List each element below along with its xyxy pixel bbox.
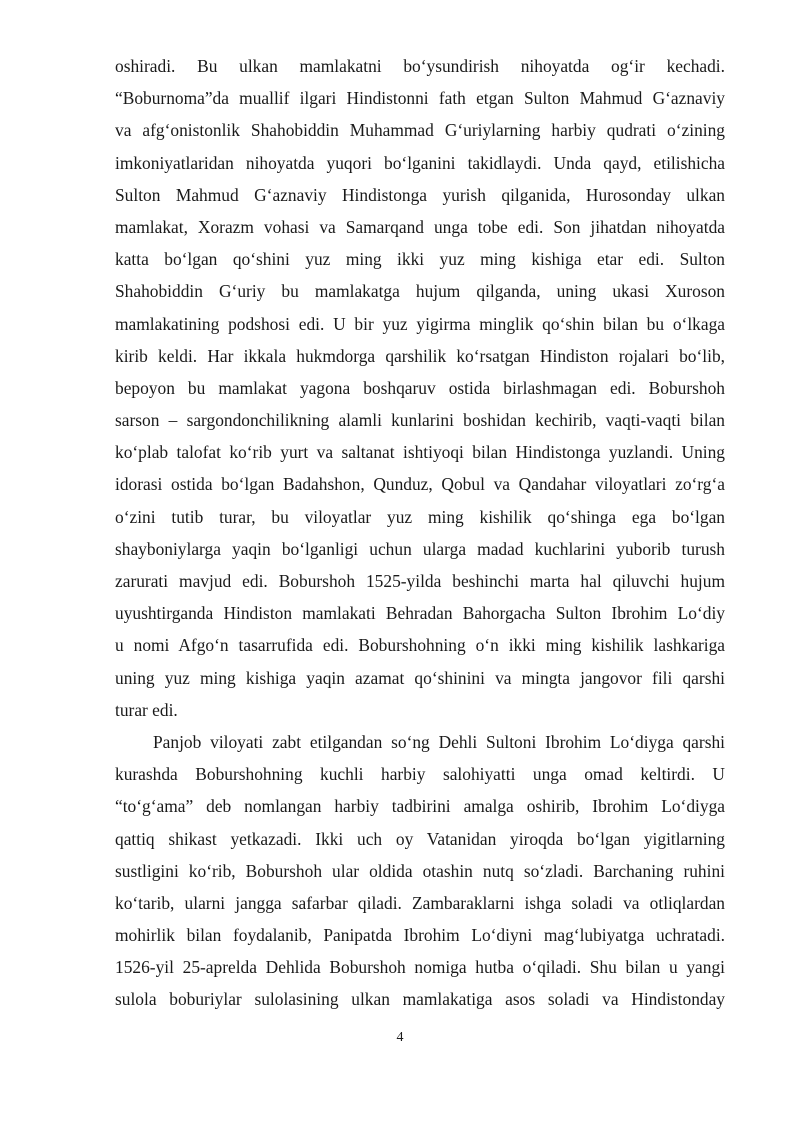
text-line: turar edi. [115,699,178,720]
text-line: 1526-yil 25-aprelda Dehlida Boburshoh nomiga hutba o‘qiladi. Shu bilan u yangi [115,957,725,978]
text-line: oshiradi. Bu ulkan mamlakatni bo‘ysundirish nihoyatda og‘ir kechadi. [115,56,725,76]
text-line: Shahobiddin G‘uriy bu mamlakatga hujum qilganda, uning ukasi Xuroson [115,281,725,302]
text-line: sustligini ko‘rib, Boburshoh ular oldida otashin nutq so‘zladi. Barchaning ruhini [115,860,725,881]
text-line: va afg‘onistonlik Shahobiddin Muhammad G‘uriylarning harbiy qudrati o‘zining [115,120,725,141]
text-line: zarurati mavjud edi. Boburshoh 1525-yilda beshinchi marta hal qiluvchi hujum [115,571,725,591]
text-line: Sulton Mahmud G‘aznaviy Hindistonga yurish qilganida, Hurosonday ulkan [115,184,725,205]
text-line: sulola boburiylar sulolasining ulkan mamlakatiga asos soladi va Hindistonday [115,989,725,1010]
text-line: uyushtirganda Hindiston mamlakati Behradan Bahorgacha Sulton Ibrohim Lo‘diy [115,603,725,624]
text-line: mamlakatining podshosi edi. U bir yuz yigirma minglik qo‘shin bilan bu o‘lkaga [115,313,725,334]
text-line: “to‘g‘ama” deb nomlangan harbiy tadbirini amalga oshirib, Ibrohim Lo‘diyga [115,796,725,817]
body-text [115,50,725,1016]
text-line: qattiq shikast yetkazadi. Ikki uch oy Vatanidan yiroqda bo‘lgan yigitlarning [115,828,725,849]
text-line: shayboniylarga yaqin bo‘lganligi uchun ularga madad kuchlarini yuborib turush [115,538,725,559]
text-line: sarson – sargondonchilikning alamli kunlarini boshidan kechirib, vaqti-vaqti bilan [115,410,725,431]
text-line: “Boburnoma”da muallif ilgari Hindistonni fath etgan Sulton Mahmud G‘aznaviy [115,88,725,109]
text-line: imkoniyatlaridan nihoyatda yuqori bo‘lganini takidlaydi. Unda qayd, etilishicha [115,152,725,173]
text-line: ko‘tarib, ularni jangga safarbar qiladi. Zambaraklarni ishga soladi va otliqlardan [115,892,725,913]
text-line: ko‘plab talofat ko‘rib yurt va saltanat ishtiyoqi bilan Hindistonga yuzlandi. Uning [115,442,725,463]
text-line: kurashda Boburshohning kuchli harbiy salohiyatti unga omad keltirdi. U [115,764,725,785]
text-line: katta bo‘lgan qo‘shini yuz ming ikki yuz ming kishiga etar edi. Sulton [115,249,725,270]
text-line: uning yuz ming kishiga yaqin azamat qo‘shinini va mingta jangovor fili qarshi [115,667,725,688]
text-line: mamlakat, Xorazm vohasi va Samarqand unga tobe edi. Son jihatdan nihoyatda [115,216,725,237]
text-line: mohirlik bilan foydalanib, Panipatda Ibrohim Lo‘diyni mag‘lubiyatga uchratadi. [115,925,725,946]
text-line: Panjob viloyati zabt etilgandan so‘ng Dehli Sultoni Ibrohim Lo‘diyga qarshi [153,731,725,752]
text-line: idorasi ostida bo‘lgan Badahshon, Qunduz, Qobul va Qandahar viloyatlari zo‘rg‘a [115,474,725,495]
text-line: o‘zini tutib turar, bu viloyatlar yuz ming kishilik qo‘shinga ega bo‘lgan [115,506,725,527]
text-line: u nomi Afgo‘n tasarrufida edi. Boburshohning o‘n ikki ming kishilik lashkariga [115,635,725,656]
page-number: 4 [396,1030,404,1045]
text-line: kirib keldi. Har ikkala hukmdorga qarshilik ko‘rsatgan Hindiston rojalari bo‘lib, [115,345,725,366]
text-line: bepoyon bu mamlakat yagona boshqaruv ostida birlashmagan edi. Boburshoh [115,377,725,398]
